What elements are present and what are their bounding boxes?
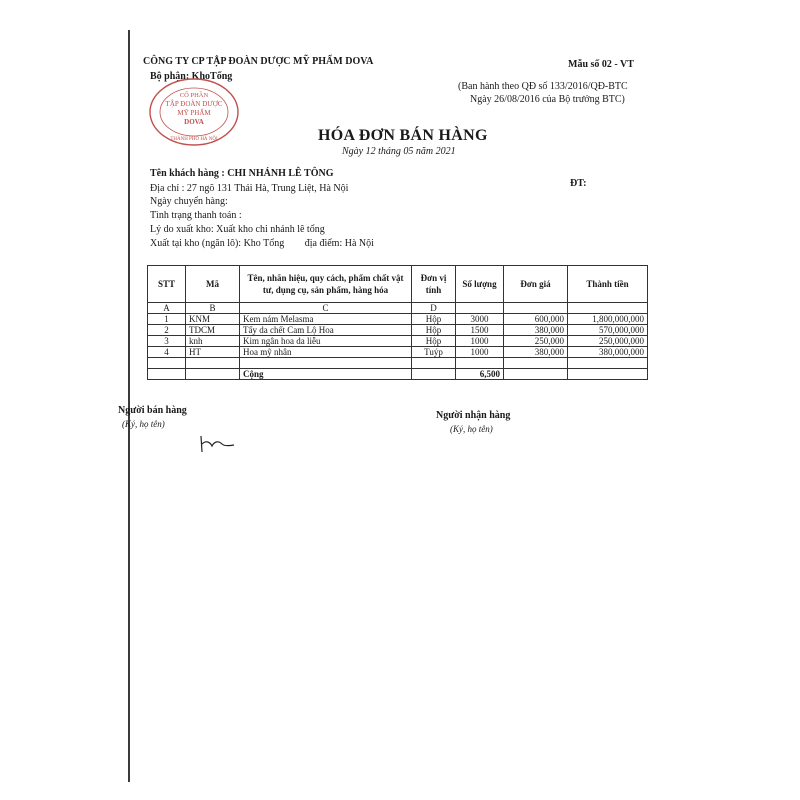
invoice-date: Ngày 12 tháng 05 năm 2021 [342, 146, 456, 157]
form-reference-line2: Ngày 26/08/2016 của Bộ trưởng BTC) [470, 94, 625, 105]
payment-status: Tình trạng thanh toán : [150, 210, 242, 221]
row-price: 380,000 [504, 347, 568, 358]
row-stt: 2 [148, 325, 186, 336]
table-row [148, 347, 648, 358]
customer-line [150, 168, 333, 179]
header-name: Tên, nhãn hiệu, quy cách, phẩm chất vật tư, dụng cụ, sản phẩm, hàng hóa [240, 266, 412, 303]
row-qty: 3000 [456, 314, 504, 325]
stamp-bottom: THÀNH PHỐ HÀ NỘI [170, 137, 218, 142]
address-label: Địa chỉ [150, 183, 180, 194]
shipping-date: Ngày chuyển hàng: [150, 196, 228, 207]
letter-cell: A [148, 303, 186, 314]
address-line [150, 183, 348, 194]
letter-cell: C [240, 303, 412, 314]
stamp-line2: TẬP ĐOÀN DƯỢC [165, 100, 223, 108]
row-name: Kem nám Melasma [240, 314, 412, 325]
row-code: TDCM [186, 325, 240, 336]
location: địa điểm: Hà Nội [304, 238, 374, 249]
seller-signature-hint: (Ký, họ tên) [122, 419, 165, 429]
company-seal-stamp [146, 76, 242, 148]
invoice-title: HÓA ĐƠN BÁN HÀNG [318, 127, 488, 144]
warehouse-line [150, 238, 374, 249]
row-amount: 380,000,000 [568, 347, 648, 358]
stamp-line4: DOVA [184, 118, 204, 126]
row-qty: 1500 [456, 325, 504, 336]
total-label: Cộng [240, 369, 412, 380]
form-reference-line1: (Ban hành theo QĐ số 133/2016/QĐ-BTC [458, 81, 628, 92]
row-name: Kim ngân hoa da liễu [240, 336, 412, 347]
stamp-line1: CỔ PHẦN [179, 92, 209, 99]
customer-name: CHI NHÁNH LÊ TÔNG [227, 168, 334, 179]
letter-cell [568, 303, 648, 314]
letter-cell: B [186, 303, 240, 314]
total-qty: 6,500 [456, 369, 504, 380]
customer-label: Tên khách hàng : [150, 168, 225, 179]
row-qty: 1000 [456, 347, 504, 358]
letter-cell [456, 303, 504, 314]
row-stt: 1 [148, 314, 186, 325]
seller-signature-label: Người bán hàng [118, 405, 187, 416]
table-total-row [148, 369, 648, 380]
row-unit: Hộp [412, 336, 456, 347]
row-unit: Hộp [412, 325, 456, 336]
invoice-table [147, 265, 648, 380]
letter-cell: D [412, 303, 456, 314]
phone-label: ĐT: [570, 178, 587, 189]
letter-cell [504, 303, 568, 314]
table-row [148, 325, 648, 336]
row-price: 380,000 [504, 325, 568, 336]
header-unit: Đơn vị tính [412, 266, 456, 303]
row-code: HT [186, 347, 240, 358]
header-price: Đơn giá [504, 266, 568, 303]
buyer-signature-hint: (Ký, họ tên) [450, 424, 493, 434]
table-row [148, 336, 648, 347]
row-qty: 1000 [456, 336, 504, 347]
row-amount: 1,800,000,000 [568, 314, 648, 325]
table-header-row [148, 266, 648, 303]
address-value: : 27 ngõ 131 Thái Hà, Trung Liệt, Hà Nội [181, 183, 349, 194]
row-name: Tẩy da chết Cam Lộ Hoa [240, 325, 412, 336]
company-name: CÔNG TY CP TẬP ĐOÀN DƯỢC MỸ PHẨM DOVA [143, 56, 374, 67]
row-unit: Hộp [412, 314, 456, 325]
row-price: 250,000 [504, 336, 568, 347]
department: Bộ phận: KhoTổng [150, 71, 233, 82]
warehouse: Xuất tại kho (ngăn lô): Kho Tổng [150, 238, 285, 249]
table-empty-row [148, 358, 648, 369]
header-code: Mã [186, 266, 240, 303]
row-unit: Tuýp [412, 347, 456, 358]
export-reason: Lý do xuất kho: Xuất kho chi nhánh lê tổng [150, 224, 325, 235]
row-code: knh [186, 336, 240, 347]
table-letter-row [148, 303, 648, 314]
header-stt: STT [148, 266, 186, 303]
table-row [148, 314, 648, 325]
stamp-line3: MỸ PHẨM [177, 109, 211, 117]
row-stt: 3 [148, 336, 186, 347]
form-number: Mẫu số 02 - VT [568, 59, 634, 70]
header-qty: Số lượng [456, 266, 504, 303]
row-stt: 4 [148, 347, 186, 358]
row-code: KNM [186, 314, 240, 325]
header-amount: Thành tiền [568, 266, 648, 303]
row-amount: 570,000,000 [568, 325, 648, 336]
row-amount: 250,000,000 [568, 336, 648, 347]
row-price: 600,000 [504, 314, 568, 325]
buyer-signature-label: Người nhận hàng [436, 410, 511, 421]
handwritten-signature [198, 432, 238, 456]
row-name: Hoa mỹ nhân [240, 347, 412, 358]
